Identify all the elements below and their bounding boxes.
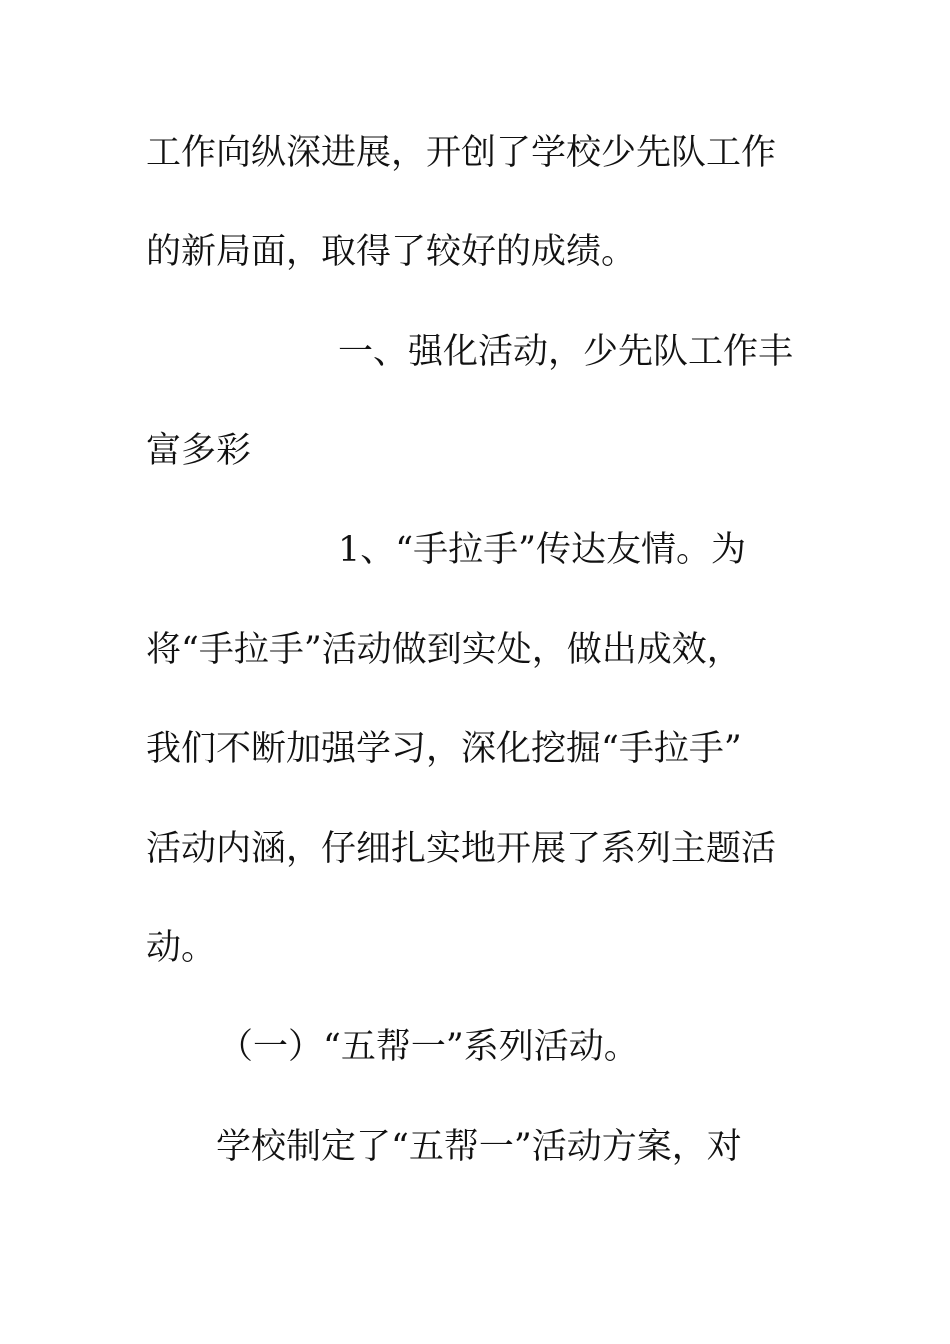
section-heading-line: 一、强化活动，少先队工作丰 xyxy=(338,332,794,372)
text-line: 的新局面，取得了较好的成绩。 xyxy=(146,232,637,272)
subsection-heading-line: 1、“手拉手”传达友情。为 xyxy=(338,530,747,570)
subheading-line: （一）“五帮一”系列活动。 xyxy=(218,1027,639,1067)
text-line: 我们不断加强学习，深化挖掘“手拉手” xyxy=(146,729,742,769)
text-line: 将“手拉手”活动做到实处，做出成效， xyxy=(146,630,742,670)
section-heading-line: 富多彩 xyxy=(146,431,252,471)
text-line: 动。 xyxy=(146,928,217,968)
text-line: 工作向纵深进展，开创了学校少先队工作 xyxy=(146,133,777,173)
text-line: 学校制定了“五帮一”活动方案，对 xyxy=(216,1127,742,1167)
text-line: 活动内涵，仔细扎实地开展了系列主题活 xyxy=(146,829,777,869)
